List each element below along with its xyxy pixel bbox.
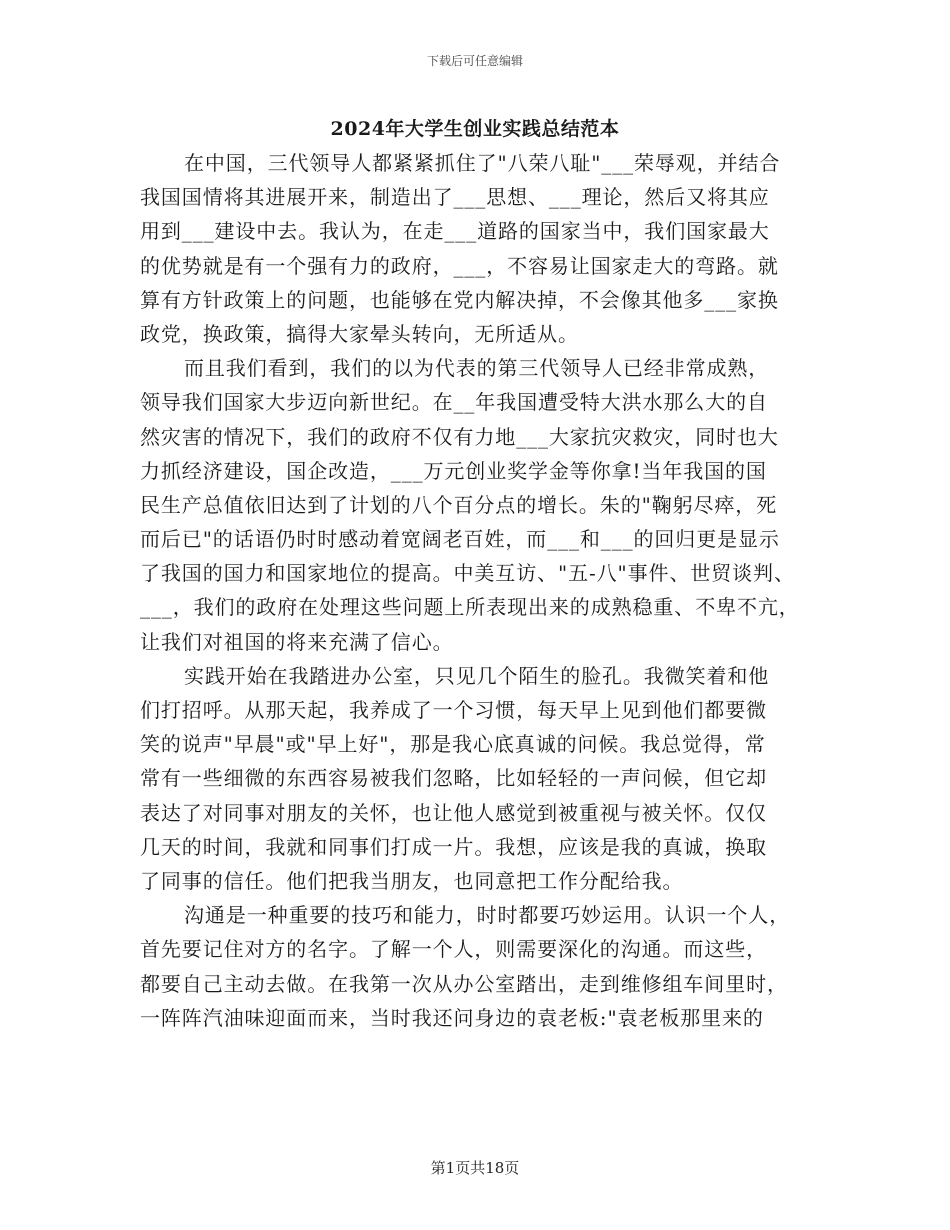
text-line: 用到___建设中去。我认为，在走___道路的国家当中，我们国家最大 xyxy=(140,219,770,244)
header-note: 下载后可任意编辑 xyxy=(426,54,523,68)
text-line: 的优势就是有一个强有力的政府，___，不容易让国家走大的弯路。就 xyxy=(140,253,779,278)
document-title: 2024年大学生创业实践总结范本 xyxy=(330,118,620,140)
text-line: 让我们对祖国的将来充满了信心。 xyxy=(140,629,454,654)
text-line: 首先要记住对方的名字。了解一个人，则需要深化的沟通。而这些， xyxy=(140,937,767,962)
page-footer: 第1页共18页 xyxy=(430,1159,520,1177)
text-line: 了我国的国力和国家地位的提高。中美互访、"五-八"事件、世贸谈判、 xyxy=(140,561,795,586)
text-line: 民生产总值依旧达到了计划的八个百分点的增长。朱的"鞠躬尽瘁，死 xyxy=(140,492,778,517)
text-line: 而后已"的话语仍时时感动着宽阔老百姓，而___和___的回归更是显示 xyxy=(140,527,780,552)
text-line: ___，我们的政府在处理这些问题上所表现出来的成熟稳重、不卑不亢， xyxy=(140,595,800,620)
text-line: 我国国情将其进展开来，制造出了___思想、___理论，然后又将其应 xyxy=(140,185,770,210)
text-line: 算有方针政策上的问题，也能够在党内解决掉，不会像其他多___家换 xyxy=(140,287,779,312)
text-line: 力抓经济建设，国企改造，___万元创业奖学金等你拿!当年我国的国 xyxy=(140,458,767,483)
text-line: 然灾害的情况下，我们的政府不仅有力地___大家抗灾救灾，同时也大 xyxy=(140,424,779,449)
text-line: 笑的说声"早晨"或"早上好"，那是我心底真诚的问候。我总觉得，常 xyxy=(140,732,766,757)
text-line: 一阵阵汽油味迎面而来，当时我还问身边的袁老板:"袁老板那里来的 xyxy=(140,1005,764,1030)
text-line: 们打招呼。从那天起，我养成了一个习惯，每天早上见到他们都要微 xyxy=(140,698,767,722)
text-line: 沟通是一种重要的技巧和能力，时时都要巧妙运用。认识一个人， xyxy=(184,903,791,928)
text-line: 而且我们看到，我们的以为代表的第三代领导人已经非常成熟， xyxy=(184,356,770,381)
text-line: 了同事的信任。他们把我当朋友，也同意把工作分配给我。 xyxy=(140,868,684,893)
text-line: 都要自己主动去做。在我第一次从办公室踏出，走到维修组车间里时， xyxy=(140,971,788,996)
text-line: 表达了对同事对朋友的关怀，也让他人感觉到被重视与被关怀。仅仅 xyxy=(140,800,767,825)
document-body xyxy=(140,146,810,1035)
text-line: 几天的时间，我就和同事们打成一片。我想，应该是我的真诚，换取 xyxy=(140,834,767,859)
text-line: 实践开始在我踏进办公室，只见几个陌生的脸孔。我微笑着和他 xyxy=(184,663,770,688)
text-line: 在中国，三代领导人都紧紧抓住了"八荣八耻"___荣辱观，并结合 xyxy=(184,151,781,175)
text-line: 政党，换政策，搞得大家晕头转向，无所适从。 xyxy=(140,321,579,346)
text-line: 常有一些细微的东西容易被我们忽略，比如轻轻的一声问候，但它却 xyxy=(140,766,767,791)
text-line: 领导我们国家大步迈向新世纪。在__年我国遭受特大洪水那么大的自 xyxy=(140,390,768,415)
